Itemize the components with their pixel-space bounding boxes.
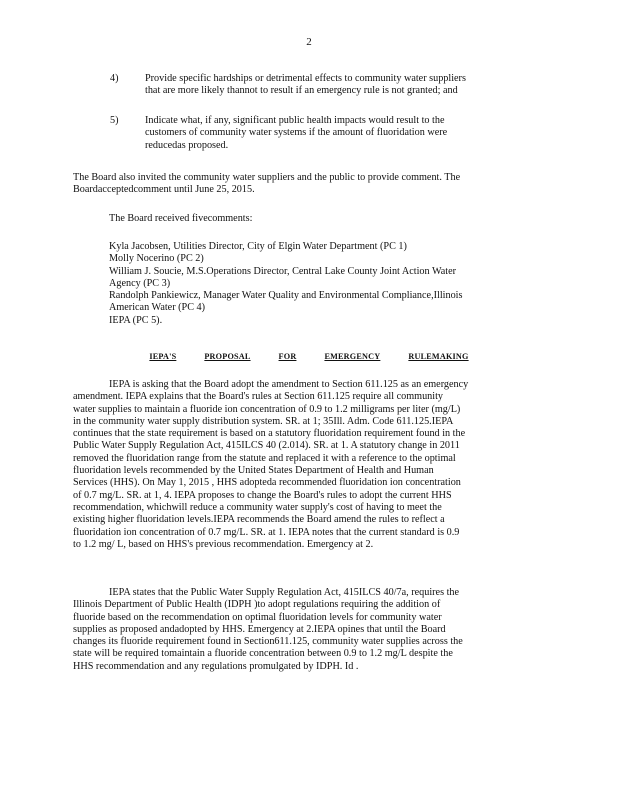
text-line: Indicate what, if any, significant public health impacts would result to the (145, 115, 445, 126)
text-line: supplies as proposed andadopted by HHS. Emergency at 2.IEPA opines that until the Board (73, 623, 446, 635)
text-line: Boardacceptedcomment until June 25, 2015. (73, 184, 255, 196)
text-line: amendment. IEPA explains that the Board's rules at Section 611.125 require all community (73, 391, 444, 403)
commenter-line: William J. Soucie, M.S.Operations Director, Central Lake County Joint Action Water (109, 265, 457, 277)
list-item-number: 4) (110, 73, 119, 84)
text-line: continues that the state requirement is based on a statutory fluoridation requirement found in the (73, 428, 466, 440)
heading-word: IEPA'S (149, 352, 177, 361)
text-line: Provide specific hardships or detrimental effects to community water suppliers (145, 73, 466, 84)
text-line: reducedas proposed. (145, 139, 229, 151)
text-line: Illinois Department of Public Health (IDPH )to adopt regulations requiring the addition of (73, 599, 441, 611)
text-line: Public Water Supply Regulation Act, 415ILCS 40 (2.014). SR. at 1. A statutory change in 2011 (73, 440, 460, 452)
heading-word: RULEMAKING (408, 352, 469, 361)
commenter-line: IEPA (PC 5). (109, 314, 163, 326)
invite-paragraph (73, 172, 533, 197)
list-item-text (145, 73, 525, 98)
text-line: IEPA is asking that the Board adopt the amendment to Section 611.125 as an emergency (109, 379, 469, 390)
body-paragraph (73, 379, 533, 551)
text-line: of 0.7 mg/L. SR. at 1, 4. IEPA proposes to change the Board's rules to adopt the current HHS (73, 489, 452, 501)
commenter-line: Molly Nocerino (PC 2) (109, 253, 204, 265)
received-comments-text: The Board received fivecomments: (109, 213, 253, 224)
section-heading (0, 352, 618, 361)
commenter-line: American Water (PC 4) (109, 302, 206, 314)
text-line: HHS recommendation and any regulations promulgated by IDPH. Id . (73, 660, 359, 672)
text-line: existing higher fluoridation levels.IEPA recommends the Board amend the rules to reflect a (73, 514, 445, 526)
body-paragraph (73, 587, 533, 673)
text-line: that are more likely thannot to result if an emergency rule is not granted; and (145, 85, 458, 97)
commenter-list (109, 241, 524, 327)
text-line: fluoridation levels recommended by the United States Department of Health and Human (73, 465, 434, 477)
page-number: 2 (306, 36, 312, 48)
list-item-text (145, 115, 525, 152)
text-line: Services (HHS). On May 1, 2015 , HHS adopteda recommended fluoridation ion concentration (73, 477, 461, 489)
text-line: water supplies to maintain a fluoride ion concentration of 0.9 to 1.2 milligrams per liter (mg/L) (73, 403, 461, 415)
text-line: The Board also invited the community water suppliers and the public to provide comment. The (73, 172, 461, 183)
text-line: fluoridation ion concentration of 0.7 mg/L. SR. at 1. IEPA notes that the current standard is 0.9 (73, 526, 460, 538)
text-line: to 1.2 mg/ L, based on HHS's previous recommendation. Emergency at 2. (73, 538, 374, 550)
text-line: changes its fluoride requirement found in Section611.125, community water supplies across the (73, 636, 463, 648)
text-line: in the community water supply distribution system. SR. at 1; 35Ill. Adm. Code 611.125.IEPA (73, 415, 454, 427)
text-line: removed the fluoridation range from the statute and replaced it with a reference to the optimal (73, 452, 456, 464)
text-line: fluoride based on the recommendation on optimal fluoridation levels for community water (73, 611, 442, 623)
text-line: customers of community water systems if the amount of fluoridation were (145, 127, 448, 139)
commenter-line: Agency (PC 3) (109, 277, 171, 289)
heading-word: FOR (278, 352, 297, 361)
list-item-number: 5) (110, 115, 119, 126)
text-line: IEPA states that the Public Water Supply Regulation Act, 415ILCS 40/7a, requires the (109, 587, 460, 598)
commenter-line: Randolph Pankiewicz, Manager Water Quality and Environmental Compliance,Illinois (109, 290, 463, 302)
heading-word: EMERGENCY (324, 352, 381, 361)
heading-word: PROPOSAL (204, 352, 251, 361)
commenter-line: Kyla Jacobsen, Utilities Director, City of Elgin Water Department (PC 1) (109, 241, 407, 252)
text-line: recommendation, whichwill reduce a community water supply's cost of having to meet the (73, 501, 442, 513)
text-line: state will be required tomaintain a fluoride concentration between 0.9 to 1.2 mg/L despite the (73, 648, 453, 660)
